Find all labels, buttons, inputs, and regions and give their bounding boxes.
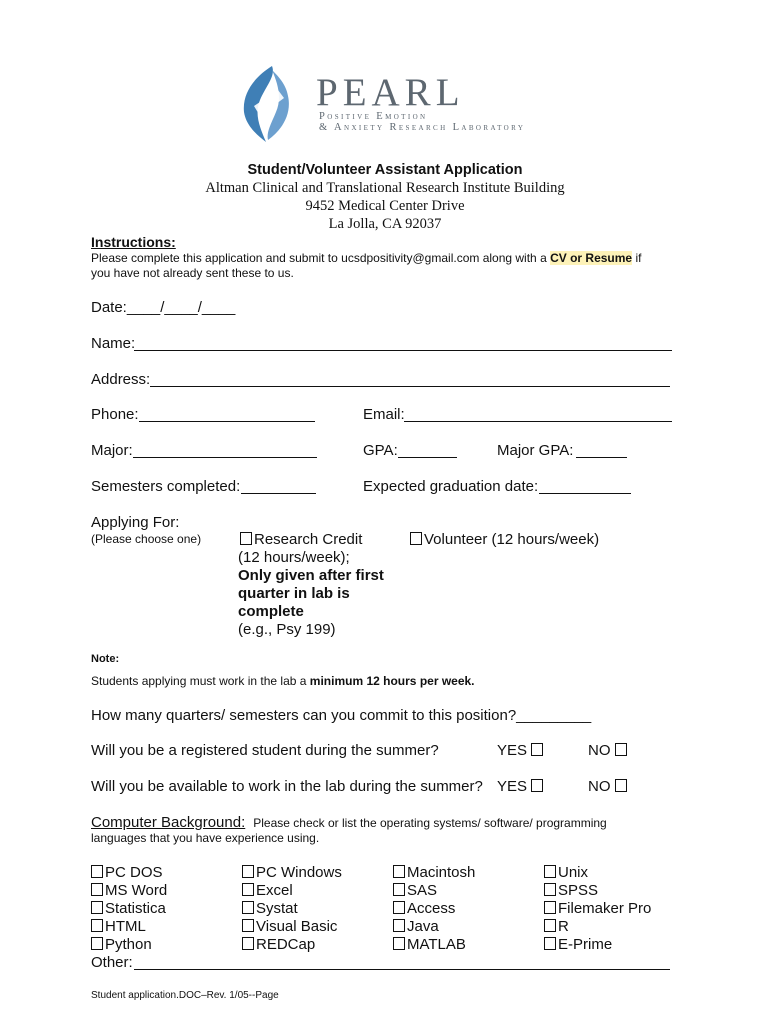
software-column-3 [393,864,475,954]
software-checkbox[interactable] [91,865,103,878]
instructions-text [91,251,641,265]
computer-background-desc: Please check or list the operating systems/ software/ programming [253,816,607,830]
other-field[interactable] [134,969,670,970]
software-checkbox[interactable] [91,883,103,896]
summer-available-question: Will you be available to work in the lab during the summer? [91,778,483,795]
major-gpa-label: Major GPA: [497,442,574,459]
software-checkbox[interactable] [393,937,405,950]
software-column-4 [544,864,651,954]
software-label: Macintosh [407,864,476,881]
instructions-label: Instructions: [91,234,176,250]
research-credit-example: (e.g., Psy 199) [238,621,336,638]
date-field[interactable]: Date:____/____/____ [91,299,236,316]
software-label: PC DOS [105,864,163,881]
email-field[interactable] [404,421,672,422]
computer-background-desc2: languages that you have experience using. [91,831,320,845]
software-label: Python [105,936,152,953]
software-column-2 [242,864,342,954]
software-option[interactable] [91,936,167,954]
logo-subtitle-line1: Positive Emotion [319,111,428,122]
software-option[interactable] [91,864,167,882]
note-text-plain: Students applying must work in the lab a [91,674,310,688]
software-checkbox[interactable] [91,937,103,950]
research-credit-note3: complete [238,603,304,620]
pearl-logo-icon [238,62,296,144]
grad-date-label: Expected graduation date: [363,478,539,495]
research-credit-checkbox[interactable] [240,532,252,545]
footer-text: Student application.DOC–Rev. 1/05--Page [91,990,279,1001]
software-option[interactable] [544,918,651,936]
software-label: Systat [256,900,298,917]
commit-question: How many quarters/ semesters can you commit to this position?_________ [91,707,592,724]
software-option[interactable] [544,864,651,882]
page-title: Student/Volunteer Assistant Application [247,162,523,178]
address-label: Address: [91,371,151,388]
software-checkbox[interactable] [544,937,556,950]
software-checkbox[interactable] [91,901,103,914]
software-label: SAS [407,882,438,899]
software-label: E-Prime [558,936,613,953]
research-credit-hours: (12 hours/week); [238,549,350,566]
software-checkbox[interactable] [544,919,556,932]
software-checkbox[interactable] [242,901,254,914]
research-credit-option[interactable] [240,531,362,548]
email-label: Email: [363,406,405,423]
note-text-bold: minimum 12 hours per week. [309,674,475,688]
software-checkbox[interactable] [544,865,556,878]
software-checkbox[interactable] [393,883,405,896]
software-checkbox[interactable] [242,919,254,932]
computer-background-label: Computer Background: [91,814,246,831]
street-address: 9452 Medical Center Drive [305,198,465,214]
gpa-field[interactable] [398,457,457,458]
yes-label: YES [497,778,528,795]
yes-checkbox[interactable] [531,743,543,756]
summer-available-yes[interactable] [497,778,545,795]
no-label: NO [588,742,611,759]
other-label: Other: [91,954,133,971]
software-option[interactable] [393,918,475,936]
research-credit-note1: Only given after first [238,567,384,584]
logo-name: PEARL [316,71,465,114]
major-label: Major: [91,442,133,459]
software-option[interactable] [544,882,651,900]
software-label: Java [407,918,439,935]
building-name: Altman Clinical and Translational Research Institute Building [205,180,565,196]
volunteer-checkbox[interactable] [410,532,422,545]
yes-label: YES [497,742,528,759]
software-column-1 [91,864,167,954]
applying-hint: (Please choose one) [91,532,202,546]
software-option[interactable] [393,900,475,918]
software-label: PC Windows [256,864,342,881]
grad-date-field[interactable] [539,493,631,494]
software-label: MS Word [105,882,168,899]
software-label: Filemaker Pro [558,900,652,917]
cv-resume-highlight: CV or Resume [550,251,633,265]
software-option[interactable] [242,936,342,954]
yes-checkbox[interactable] [531,779,543,792]
software-option[interactable] [544,936,651,954]
software-checkbox[interactable] [393,901,405,914]
semesters-label: Semesters completed: [91,478,241,495]
software-label: REDCap [256,936,316,953]
software-option[interactable] [91,900,167,918]
gpa-label: GPA: [363,442,398,459]
software-label: MATLAB [407,936,466,953]
summer-registered-question: Will you be a registered student during the summer? [91,742,439,759]
instructions-line2: you have not already sent these to us. [91,266,294,280]
summer-registered-yes[interactable] [497,742,545,759]
volunteer-label: Volunteer (12 hours/week) [424,531,600,548]
software-checkbox[interactable] [242,937,254,950]
semesters-field[interactable] [241,493,316,494]
software-label: R [558,918,569,935]
software-option[interactable] [393,936,475,954]
software-option[interactable] [544,900,651,918]
software-option[interactable] [91,882,167,900]
software-checkbox[interactable] [544,883,556,896]
software-label: Visual Basic [256,918,338,935]
address-field[interactable] [150,386,670,387]
software-option[interactable] [393,864,475,882]
software-label: Access [407,900,456,917]
software-option[interactable] [242,882,342,900]
logo-subtitle-line2: & Anxiety Research Laboratory [319,122,526,133]
major-gpa-field[interactable] [576,457,627,458]
name-field[interactable] [134,350,672,351]
software-checkbox[interactable] [242,883,254,896]
software-checkbox[interactable] [242,865,254,878]
instructions-part1: Please complete this application and submit to ucsdpositivity@gmail.com along with a [91,251,551,265]
research-credit-note2: quarter in lab is [238,585,350,602]
summer-registered-no[interactable] [588,742,629,759]
software-option[interactable] [393,882,475,900]
software-option[interactable] [242,918,342,936]
major-field[interactable] [133,457,317,458]
note-label: Note: [91,653,120,665]
software-label: Statistica [105,900,166,917]
note-text [91,674,475,688]
software-checkbox[interactable] [393,919,405,932]
software-label: HTML [105,918,146,935]
software-label: Excel [256,882,293,899]
research-credit-label: Research Credit [254,531,363,548]
volunteer-option[interactable] [410,531,599,548]
phone-field[interactable] [139,421,315,422]
software-checkbox[interactable] [544,901,556,914]
software-label: Unix [558,864,589,881]
no-label: NO [588,778,611,795]
name-label: Name: [91,335,136,352]
software-checkbox[interactable] [393,865,405,878]
instructions-part2: if [632,251,642,265]
applying-label: Applying For: [91,514,180,531]
software-option[interactable] [242,900,342,918]
software-label: SPSS [558,882,599,899]
software-option[interactable] [91,918,167,936]
no-checkbox[interactable] [615,743,627,756]
summer-available-no[interactable] [588,778,629,795]
computer-background-header [91,814,607,832]
city-address: La Jolla, CA 92037 [328,216,442,232]
software-checkbox[interactable] [91,919,103,932]
no-checkbox[interactable] [615,779,627,792]
phone-label: Phone: [91,406,139,423]
software-option[interactable] [242,864,342,882]
